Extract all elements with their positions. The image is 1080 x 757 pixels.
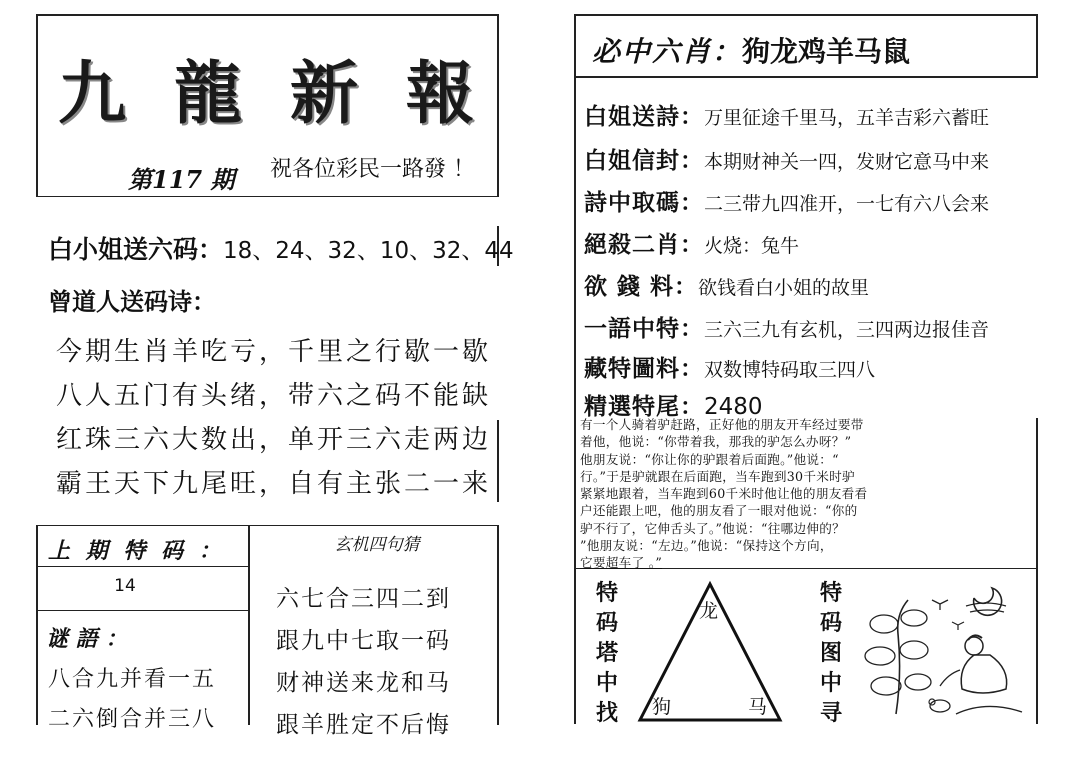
poem-line-1: 今期生肖羊吃亏，千里之行歇一歇 (56, 337, 492, 367)
info-row-value: 双数博特码取三四八 (704, 359, 876, 381)
six-codes-label: 白小姐送六码： (48, 235, 224, 264)
poem-heading: 曾道人送码诗： (48, 287, 216, 316)
story-line: 他朋友说：“你让你的驴跟着后面跑。”他说：“ (580, 451, 839, 467)
info-row (584, 226, 799, 259)
six-codes (48, 230, 514, 266)
greeting: 祝各位彩民一路發 ！ (270, 157, 475, 182)
story-line: 行。”于是驴就跟在后面跑，当车跑到30千米时驴 (580, 468, 855, 484)
info-row-key: 一語中特： (584, 315, 704, 342)
info-row-key: 詩中取碼： (584, 189, 704, 216)
top-border-right (574, 14, 1038, 16)
six-codes-value: 18、24、32、10、32、44 (223, 238, 514, 264)
guess-line-1: 六七合三四二到 (276, 586, 451, 612)
bottom-section-top-rule (36, 525, 499, 526)
last-week-bottom-rule (36, 610, 248, 611)
masthead-char-4: 報 (405, 53, 478, 134)
right-page-right-border-bottom (1036, 568, 1038, 724)
guess-line-4: 跟羊胜定不后悔 (276, 712, 451, 738)
info-row (584, 268, 869, 301)
right-page-right-border-story (1036, 418, 1038, 568)
info-row-key: 白姐送詩： (584, 103, 704, 130)
left-border-masthead (36, 14, 38, 196)
info-row-value: 欲钱看白小姐的故里 (698, 277, 870, 299)
info-row-key: 藏特圖料： (584, 355, 704, 382)
info-row-key: 欲 錢 料： (584, 273, 699, 300)
tower-top: 龙 (699, 600, 719, 622)
tower-vertical-label: 特 码 塔 中 找 (595, 580, 618, 726)
riddle-line-2: 二六倒合并三八 (48, 707, 217, 732)
right-border-masthead (497, 14, 499, 196)
story-last-line: 它要超车了 。” (580, 555, 663, 571)
info-row-key: 絕殺二肖： (584, 231, 704, 258)
guess-heading: 玄机四句猜 (334, 535, 420, 555)
info-row-key: 精選特尾： (584, 393, 704, 420)
must-zodiac (592, 30, 910, 70)
masthead-bottom-rule (36, 196, 499, 197)
story-line: 驴不行了，它伸舌头了。”他说：“往哪边伸的？ (580, 520, 846, 536)
poem-line-3: 红珠三六大数出，单开三六走两边 (56, 425, 492, 455)
zodiac-bottom-rule (574, 76, 1038, 78)
issue-number: 第117 期 (128, 165, 235, 194)
joke-story (580, 416, 1035, 572)
last-week-value: 14 (114, 576, 136, 596)
masthead-char-3: 新 (289, 53, 362, 134)
story-line: 紧紧地跟着，当车跑到60千米时他让他的朋友看看 (580, 486, 868, 502)
info-row (584, 98, 989, 131)
right-border-bottom (497, 525, 499, 725)
picture-vertical-label: 特 码 图 中 寻 (819, 580, 842, 726)
guess-line-2: 跟九中七取一码 (276, 628, 451, 654)
info-row-value: 万里征途千里马，五羊吉彩六蓄旺 (704, 107, 990, 129)
masthead-char-1: 九 (58, 53, 131, 134)
tower-bottom-left: 狗 (652, 696, 672, 718)
info-row-value: 本期财神关一四，发财它意马中来 (704, 151, 990, 173)
info-row (584, 184, 989, 217)
riddle-line-1: 八合九并看一五 (48, 667, 217, 692)
garden-illustration (856, 574, 1032, 724)
special-tail-value: 2480 (704, 394, 763, 420)
poem-line-4: 霸王天下九尾旺，自有主张二一来 (56, 469, 492, 499)
info-row (584, 350, 875, 383)
masthead (58, 48, 478, 134)
right-border-poem-lower (497, 420, 499, 502)
story-line: 有一个人骑着驴赶路，正好他的朋友开车经过要带 (580, 417, 864, 432)
poem-line-2: 八人五门有头绪，带六之码不能缺 (56, 381, 492, 411)
right-page-left-border (574, 14, 576, 724)
info-row-key: 白姐信封： (584, 147, 704, 174)
must-zodiac-label: 必中六肖： (592, 35, 743, 68)
last-week-top-rule (36, 566, 248, 567)
info-row (584, 142, 989, 175)
last-week-label: 上 期 特 码 ： (48, 538, 225, 564)
masthead-char-2: 龍 (173, 53, 246, 134)
poem (56, 330, 491, 506)
riddle (48, 660, 216, 740)
guess-verse (276, 578, 451, 746)
info-row-value: 三六三九有玄机，三四两边报佳音 (704, 319, 990, 341)
info-row (584, 310, 989, 343)
must-zodiac-value: 狗龙鸡羊马鼠 (742, 35, 911, 68)
story-line: 着他，他说：“你带着我，那我的驴怎么办呀？” (580, 434, 852, 450)
info-row-value: 火烧：兔牛 (704, 235, 800, 257)
story-line: 户还能跟上吧，他的朋友看了一眼对他说：“你的 (580, 503, 858, 519)
riddle-heading: 谜 語 ： (46, 626, 128, 652)
bottom-divider (248, 525, 250, 725)
guess-line-3: 财神送来龙和马 (276, 670, 451, 696)
tower-bottom-right: 马 (748, 696, 768, 718)
right-page-right-border-top (1036, 14, 1038, 76)
top-border-left (36, 14, 499, 16)
info-row-value: 二三带九四准开，一七有六八会来 (704, 193, 990, 215)
left-border-bottom (36, 525, 38, 725)
story-line: ”他朋友说：“左边。”他说：“保持这个方向， (580, 538, 833, 554)
